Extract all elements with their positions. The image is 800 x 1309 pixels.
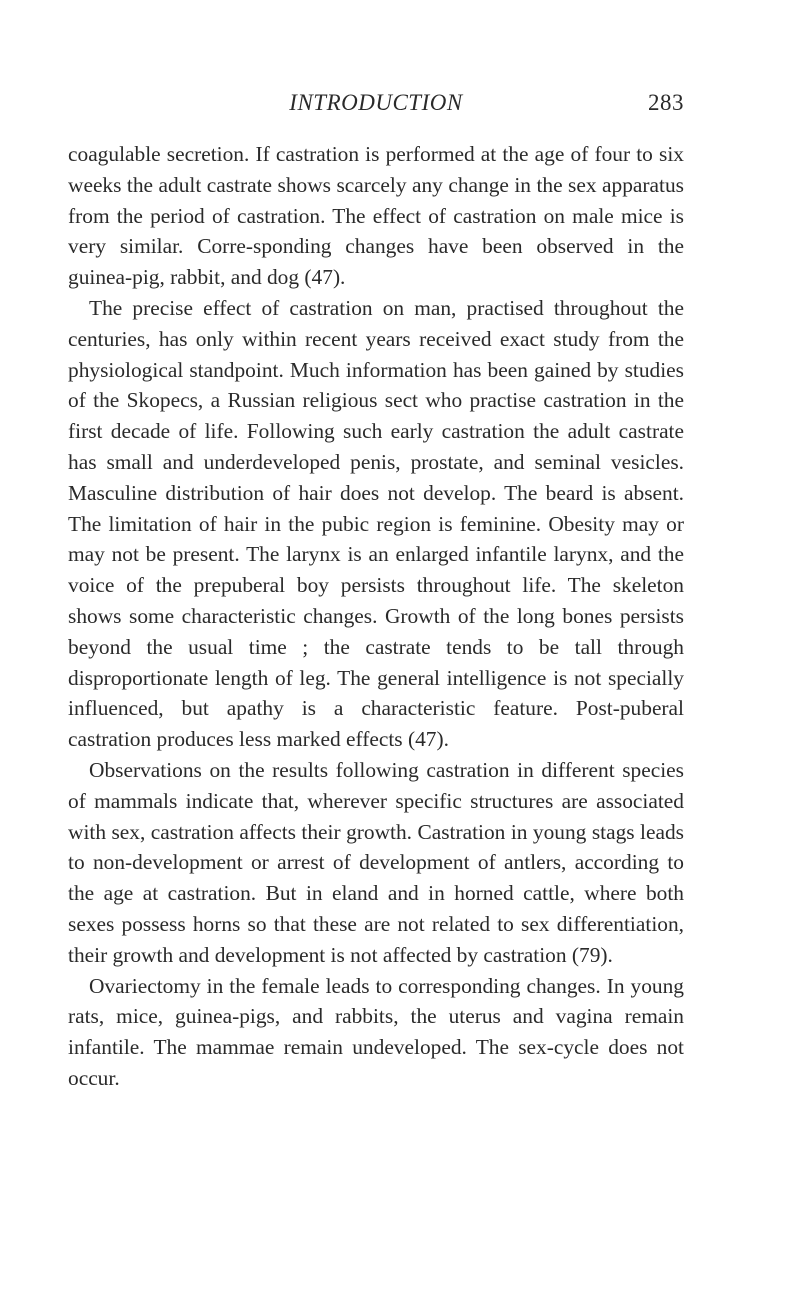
page-number: 283 bbox=[648, 90, 684, 115]
paragraph-castration-in-mammals: Observations on the results following castration in different species of mammals indicate that, wherever specific structures are associated with sex, castration affects their growth. Castration in young stags leads to non-development or arrest of development of antlers, according to the age at castration. But in eland and in horned cattle, where both sexes possess horns so that these are not related to sex differentiation, their growth and development is not affected by castration (79). bbox=[68, 757, 684, 967]
paragraph-continuation: coagulable secretion. If castration is performed at the age of four to six weeks the adult castrate shows scarcely any change in the sex apparatus from the period of castration. The effect of castration on male mice is very similar. Corre-sponding changes have been observed in the guinea-pig, rabbit, and dog (47). bbox=[68, 142, 684, 290]
running-head bbox=[68, 88, 684, 118]
body-text bbox=[68, 139, 684, 1094]
running-title: INTRODUCTION bbox=[289, 90, 463, 115]
paragraph-ovariectomy: Ovariectomy in the female leads to corresponding changes. In young rats, mice, guinea-pigs, and rabbits, the uterus and vagina remain infantile. The mammae remain undeveloped. The sex-cycle does not occur. bbox=[68, 973, 684, 1090]
paragraph-castration-in-man: The precise effect of castration on man, practised throughout the centuries, has only within recent years received exact study from the physiological standpoint. Much information has been gained by studies of the Skopecs, a Russian religious sect who practise castration in the first decade of life. Following such early castration the adult castrate has small and underdeveloped penis, prostate, and seminal vesicles. Masculine distribution of hair does not develop. The beard is absent. The limitation of hair in the pubic region is feminine. Obesity may or may not be present. The larynx is an enlarged infantile larynx, and the voice of the prepuberal boy persists throughout life. The skeleton shows some characteristic changes. Growth of the long bones persists beyond the usual time ; the castrate tends to be tall through disproportionate length of leg. The general intelligence is not specially influenced, but apathy is a characteristic feature. Post-puberal castration produces less marked effects (47). bbox=[68, 295, 684, 752]
